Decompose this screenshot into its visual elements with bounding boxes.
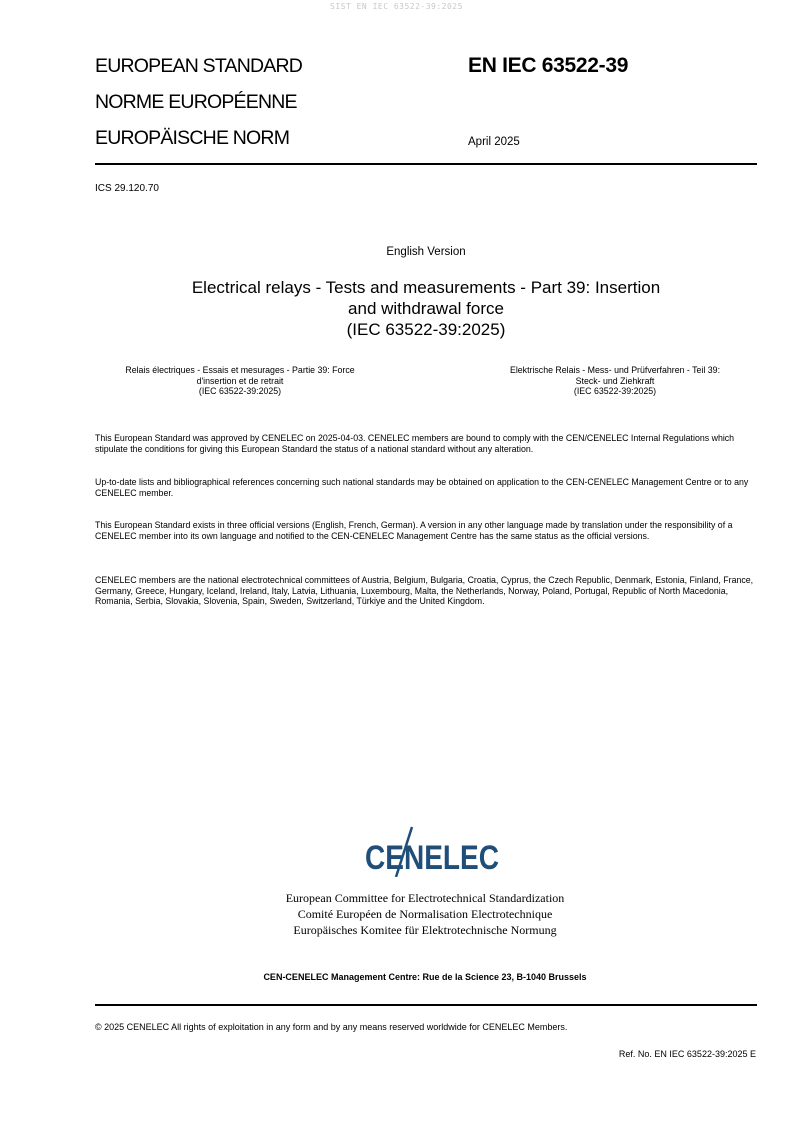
- title-line: (IEC 63522-39:2025): [346, 320, 506, 339]
- copyright-notice: © 2025 CENELEC All rights of exploitation in any form and by any means reserved worldwide for CENELEC Members.: [95, 1022, 568, 1032]
- german-title-line: Elektrische Relais - Mess- und Prüfverfahren - Teil 39:: [509, 365, 721, 375]
- management-centre-address: CEN-CENELEC Management Centre: Rue de la Science 23, B-1040 Brussels: [263, 972, 587, 982]
- french-title-line: (IEC 63522-39:2025): [198, 386, 282, 396]
- document-title: [160, 277, 692, 340]
- french-title-line: Relais électriques - Essais et mesurages - Partie 39: Force: [125, 365, 355, 375]
- cenelec-logo: [0, 825, 793, 877]
- ics-code: ICS 29.120.70: [95, 183, 159, 194]
- committee-name-de: Europäisches Komitee für Elektrotechnische Normung: [293, 923, 557, 937]
- standard-number: EN IEC 63522-39: [468, 54, 629, 77]
- standard-name-en: EUROPEAN STANDARD: [95, 55, 303, 77]
- committee-name-fr: Comité Européen de Normalisation Electrotechnique: [297, 907, 553, 921]
- title-line: and withdrawal force: [348, 299, 504, 318]
- cenelec-logo-graphic: [0, 825, 793, 877]
- approval-paragraph: This European Standard was approved by CENELEC on 2025-04-03. CENELEC members are bound to comply with the CEN/CENELEC Internal Regulations which stipulate the conditions for giving this European Standard the status of a national standard without any alteration.: [95, 433, 735, 454]
- title-line: Electrical relays - Tests and measurements - Part 39: Insertion: [191, 278, 661, 297]
- standard-name-de: EUROPÄISCHE NORM: [95, 127, 290, 149]
- footer-rule: [95, 1004, 757, 1006]
- publication-date: April 2025: [468, 136, 520, 148]
- versions-paragraph: This European Standard exists in three official versions (English, French, German). A version in any other language made by translation under the responsibility of a CENELEC member into its own language and notified to the CEN-CENELEC Management Centre has the same status as the official versions.: [95, 520, 733, 541]
- german-title-line: (IEC 63522-39:2025): [573, 386, 657, 396]
- members-paragraph: CENELEC members are the national electrotechnical committees of Austria, Belgium, Bulgaria, Croatia, Cyprus, the Czech Republic, Denmark, Estonia, Finland, France, Germany, Greece, Hungary, Iceland, Ireland, Italy, Latvia, Lithuania, Luxembourg, Malta, the Netherlands, Norway, Poland, Portugal, Republic of North Macedonia, Romania, Serbia, Slovakia, Slovenia, Spain, Sweden, Switzerland, Türkiye and the United Kingdom.: [95, 575, 754, 606]
- german-title-line: Steck- und Ziehkraft: [575, 375, 655, 386]
- reference-number: Ref. No. EN IEC 63522-39:2025 E: [618, 1049, 756, 1059]
- french-title-line: d'insertion et de retrait: [196, 375, 284, 386]
- watermark: SIST EN IEC 63522-39:2025: [330, 2, 463, 11]
- language-version: English Version: [386, 246, 466, 258]
- german-title: [480, 365, 750, 397]
- header-rule: [95, 163, 757, 165]
- committee-names: [0, 890, 793, 938]
- committee-name-en: European Committee for Electrotechnical Standardization: [285, 891, 565, 905]
- french-title: [95, 365, 385, 397]
- cenelec-logo-text: CENELEC: [365, 839, 499, 877]
- references-paragraph: Up-to-date lists and bibliographical references concerning such national standards may be obtained on application to the CEN-CENELEC Management Centre or to any CENELEC member.: [95, 477, 749, 498]
- standard-name-fr: NORME EUROPÉENNE: [95, 91, 297, 113]
